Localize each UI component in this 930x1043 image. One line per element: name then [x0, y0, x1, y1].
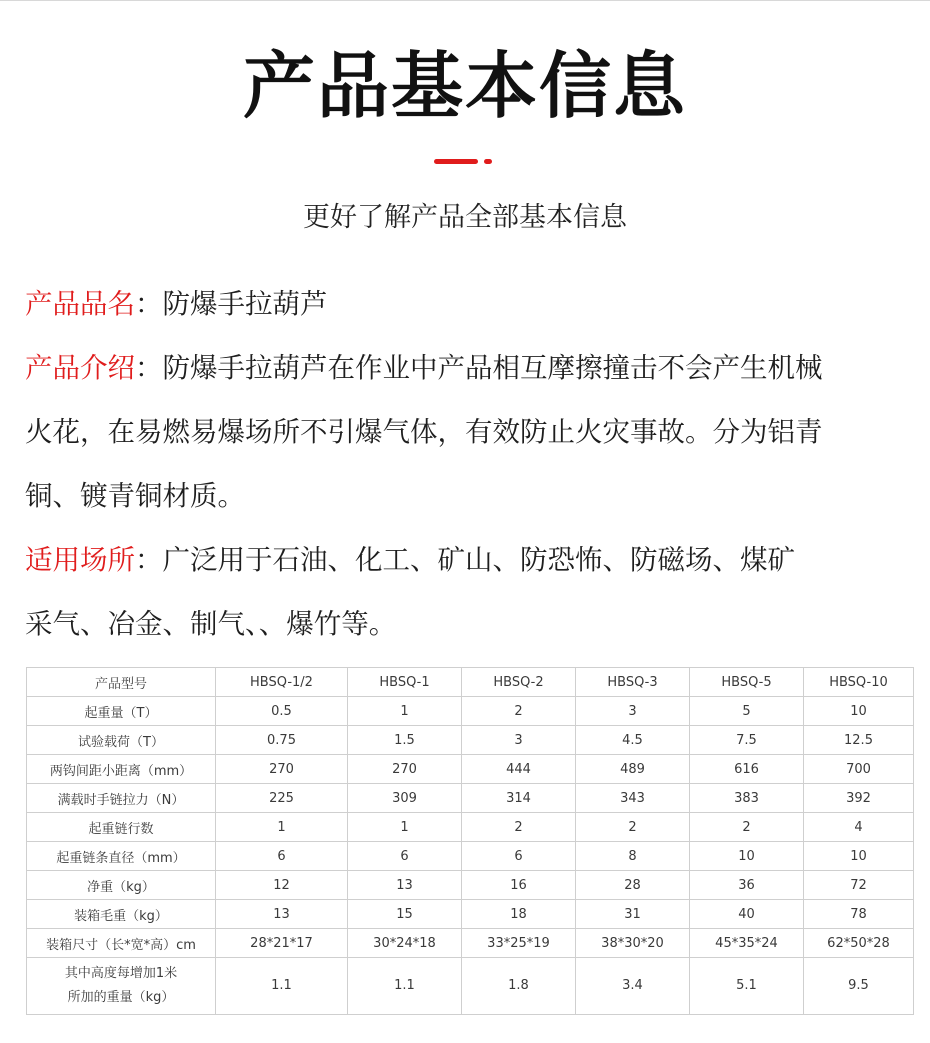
spec-cell: 2	[462, 813, 576, 842]
spec-cell: 1.5	[348, 726, 462, 755]
spec-cell: 78	[804, 900, 914, 929]
spec-cell: 18	[462, 900, 576, 929]
page-subtitle: 更好了解产品全部基本信息	[303, 202, 627, 233]
spec-cell: 9.5	[804, 958, 914, 1015]
spec-cell: 62*50*28	[804, 929, 914, 958]
spec-table	[26, 667, 914, 1015]
spec-cell: 38*30*20	[576, 929, 690, 958]
spec-cell: 5	[690, 697, 804, 726]
spec-cell: 10	[804, 842, 914, 871]
product-intro-line-2: 火花，在易燃易爆场所不引爆气体，有效防止火灾事故。分为铝青	[25, 416, 823, 448]
spec-header-model: HBSQ-5	[690, 668, 804, 697]
table-row	[27, 842, 914, 871]
spec-row-label: 两钩间距小距离（mm）	[27, 755, 216, 784]
spec-cell: 30*24*18	[348, 929, 462, 958]
spec-cell: 12.5	[804, 726, 914, 755]
spec-cell: 5.1	[690, 958, 804, 1015]
table-row	[27, 958, 914, 1015]
spec-row-label: 装箱尺寸（长*宽*高）cm	[27, 929, 216, 958]
usage-line-1	[25, 528, 920, 592]
spec-cell: 444	[462, 755, 576, 784]
table-row	[27, 929, 914, 958]
product-intro-label: 产品介绍	[25, 352, 135, 384]
spec-cell: 6	[216, 842, 348, 871]
spec-row-label	[27, 958, 216, 1015]
spec-cell: 72	[804, 871, 914, 900]
spec-cell: 3.4	[576, 958, 690, 1015]
spec-cell: 12	[216, 871, 348, 900]
product-intro-text-1: 防爆手拉葫芦在作业中产品相互摩擦撞击不会产生机械	[162, 352, 823, 384]
spec-cell: 314	[462, 784, 576, 813]
spec-cell: 1.1	[348, 958, 462, 1015]
table-row	[27, 900, 914, 929]
spec-row-label-line-1: 其中高度每增加1米	[64, 966, 178, 981]
spec-cell: 15	[348, 900, 462, 929]
spec-cell: 28	[576, 871, 690, 900]
spec-cell: 1.1	[216, 958, 348, 1015]
spec-row-label: 起重量（T）	[27, 697, 216, 726]
product-intro-line-1	[25, 336, 920, 400]
spec-cell: 700	[804, 755, 914, 784]
spec-cell: 10	[804, 697, 914, 726]
usage-label: 适用场所	[25, 544, 135, 576]
spec-cell: 270	[216, 755, 348, 784]
spec-cell: 392	[804, 784, 914, 813]
product-name-label: 产品品名	[25, 288, 135, 320]
product-info	[25, 272, 920, 656]
spec-cell: 36	[690, 871, 804, 900]
spec-cell: 28*21*17	[216, 929, 348, 958]
spec-header-model: HBSQ-2	[462, 668, 576, 697]
spec-cell: 13	[216, 900, 348, 929]
spec-cell: 0.75	[216, 726, 348, 755]
spec-cell: 4	[804, 813, 914, 842]
spec-cell: 270	[348, 755, 462, 784]
spec-cell: 13	[348, 871, 462, 900]
spec-row-label: 满载时手链拉力（N）	[27, 784, 216, 813]
title-accent-bar	[434, 159, 478, 164]
spec-cell: 2	[462, 697, 576, 726]
spec-cell: 1	[348, 697, 462, 726]
spec-cell: 225	[216, 784, 348, 813]
spec-cell: 309	[348, 784, 462, 813]
spec-cell: 1	[216, 813, 348, 842]
spec-header-model: HBSQ-1	[348, 668, 462, 697]
spec-cell: 3	[462, 726, 576, 755]
spec-cell: 3	[576, 697, 690, 726]
spec-cell: 4.5	[576, 726, 690, 755]
spec-row-label: 试验载荷（T）	[27, 726, 216, 755]
spec-cell: 33*25*19	[462, 929, 576, 958]
usage-separator: ：	[135, 544, 163, 576]
table-row	[27, 871, 914, 900]
product-name-separator: ：	[135, 288, 163, 320]
spec-cell: 7.5	[690, 726, 804, 755]
spec-row-label: 起重链行数	[27, 813, 216, 842]
spec-cell: 8	[576, 842, 690, 871]
spec-cell: 10	[690, 842, 804, 871]
spec-row-label: 起重链条直径（mm）	[27, 842, 216, 871]
spec-header-label: 产品型号	[27, 668, 216, 697]
spec-cell: 0.5	[216, 697, 348, 726]
table-row	[27, 813, 914, 842]
spec-cell: 489	[576, 755, 690, 784]
spec-cell: 616	[690, 755, 804, 784]
spec-cell: 31	[576, 900, 690, 929]
top-divider	[0, 0, 930, 1]
spec-row-label: 装箱毛重（kg）	[27, 900, 216, 929]
product-name-value: 防爆手拉葫芦	[162, 288, 328, 320]
table-row	[27, 755, 914, 784]
spec-cell: 383	[690, 784, 804, 813]
usage-text-1: 广泛用于石油、化工、矿山、防恐怖、防磁场、煤矿	[162, 544, 795, 576]
spec-cell: 6	[462, 842, 576, 871]
usage-line-2: 采气、冶金、制气、、爆竹等。	[25, 608, 397, 640]
spec-cell: 343	[576, 784, 690, 813]
product-name-line	[25, 272, 920, 336]
spec-cell: 6	[348, 842, 462, 871]
spec-cell: 2	[576, 813, 690, 842]
spec-cell: 1	[348, 813, 462, 842]
table-row	[27, 784, 914, 813]
spec-header-row	[27, 668, 914, 697]
spec-cell: 45*35*24	[690, 929, 804, 958]
page-title: 产品基本信息	[242, 44, 687, 128]
title-accent-dot	[484, 159, 492, 164]
spec-cell: 2	[690, 813, 804, 842]
spec-cell: 40	[690, 900, 804, 929]
spec-cell: 1.8	[462, 958, 576, 1015]
spec-row-label: 净重（kg）	[27, 871, 216, 900]
spec-row-label-line-2: 所加的重量（kg）	[67, 990, 175, 1005]
table-row	[27, 697, 914, 726]
spec-header-model: HBSQ-1/2	[216, 668, 348, 697]
spec-header-model: HBSQ-3	[576, 668, 690, 697]
product-intro-line-3: 铜、镀青铜材质。	[25, 480, 245, 512]
spec-header-model: HBSQ-10	[804, 668, 914, 697]
product-intro-separator: ：	[135, 352, 163, 384]
table-row	[27, 726, 914, 755]
spec-cell: 16	[462, 871, 576, 900]
